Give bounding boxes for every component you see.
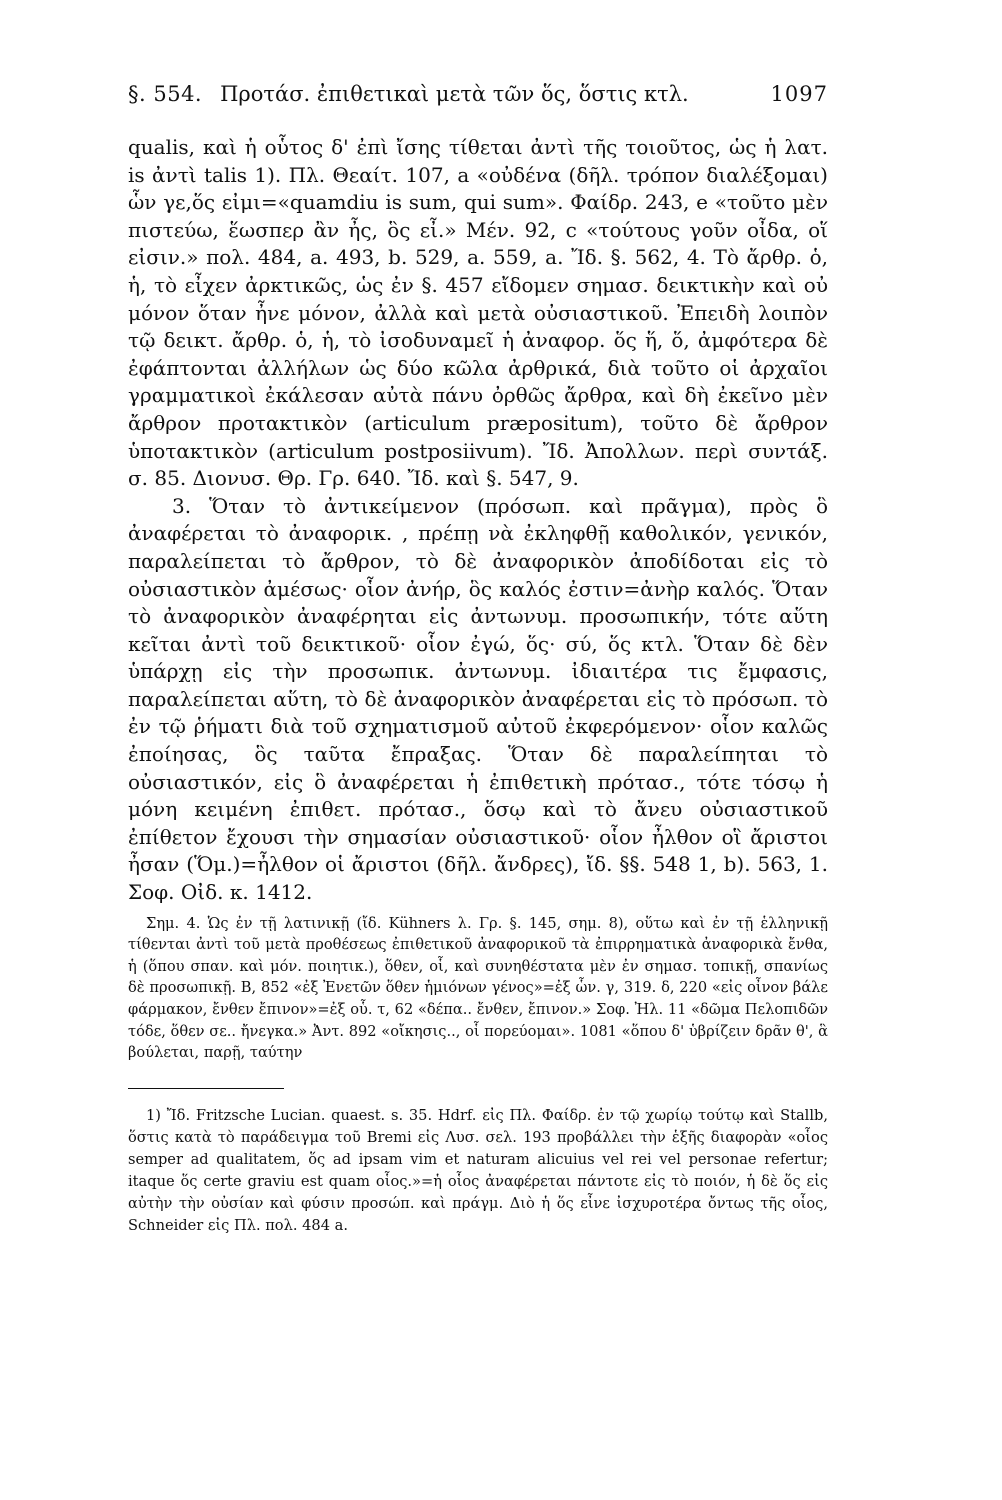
section-number: §. 554.: [128, 82, 203, 106]
paragraph-2: 3. Ὅταν τὸ ἀντικείμενον (πρόσωπ. καὶ πρᾶγμα), πρὸς ὃ ἀναφέρεται τὸ ἀναφορικ. , πρέπῃ νὰ ἐκληφθῇ καθολικόν, γενικόν, παραλείπεται τὸ ἄρθρον, τὸ δὲ ἀναφορικὸν ἀποδίδοται εἰς τὸ οὐσιαστικὸν ἀμέσως· οἷον ἀνήρ, ὃς καλός ἐστιν=ἀνὴρ καλός. Ὅταν τὸ ἀναφορικὸν ἀναφέρηται εἰς ἀντωνυμ. προσωπικήν, τότε αὕτη κεῖται ἀντὶ τοῦ δεικτικοῦ· οἷον ἐγώ, ὅς· σύ, ὅς κτλ. Ὅταν δὲ δὲν ὑπάρχῃ εἰς τὴν προσωπικ. ἀντωνυμ. ἰδιαιτέρα τις ἔμφασις, παραλείπεται αὕτη, τὸ δὲ ἀναφορικὸν ἀναφέρεται εἰς τὸ πρόσωπ. τὸ ἐν τῷ ῥήματι διὰ τοῦ σχηματισμοῦ αὐτοῦ ἐκφερόμενον· οἷον καλῶς ἐποίησας, ὃς ταῦτα ἔπραξας. Ὅταν δὲ παραλείπηται τὸ οὐσιαστικόν, εἰς ὃ ἀναφέρεται ἡ ἐπιθετικὴ πρότασ., τότε τόσῳ ἡ μόνη κειμένη ἐπιθετ. πρότασ., ὅσῳ καὶ τὸ ἄνευ οὐσιαστικοῦ ἐπίθετον ἔχουσι τὴν σημασίαν οὐσιαστικοῦ· οἷον ἦλθον οἳ ἄριστοι ἦσαν (Ὅμ.)=ἦλθον οἱ ἄριστοι (δῆλ. ἄνδρες), ἴδ. §§. 548 1, b). 563, 1. Σοφ. Οἰδ. κ. 1412.: [128, 493, 828, 905]
footnote-text: 1) Ἴδ. Fritzsche Lucian. quaest. s. 35. Hdrf. εἰς Πλ. Φαίδρ. ἐν τῷ χωρίῳ τούτῳ καὶ Stallb, ὅστις κατὰ τὸ παράδειγμα τοῦ Bremi εἰς Λυσ. σελ. 193 προβάλλει τὴν ἑξῆς διαφορὰν «οἷος semper ad qualitatem, ὅς ad ipsam vim et naturam alicuius vel rei vel personae refertur; itaque ὅς certe graviu est quam οἷος.»=ἡ οἷος ἀναφέρεται πάντοτε εἰς τὸ ποιόν, ἡ δὲ ὅς εἰς αὐτὴν τὴν οὐσίαν καὶ φύσιν προσώπ. καὶ πράγμ. Διὸ ἡ ὅς εἶνε ἰσχυροτέρα ὄντως τῆς οἷος, Schneider εἰς Πλ. πολ. 484 a.: [128, 1106, 828, 1234]
remark-note: [128, 913, 828, 1064]
remark-text: Σημ. 4. Ὡς ἐν τῇ λατινικῇ (ἴδ. Kühners λ. Γρ. §. 145, σημ. 8), οὕτω καὶ ἐν τῇ ἑλληνικῇ τίθενται ἀντὶ τοῦ μετὰ προθέσεως ἐπιθετικοῦ ἀναφορικοῦ τὰ ἐπιρρηματικὰ ἀναφορικὰ ἔνθα, ἡ (ὅπου σπαν. καὶ μόν. ποιητικ.), ὅθεν, οἷ, καὶ συνηθέστατα μὲν ἐν σημασ. τοπικῇ, σπανίως δὲ προσωπικῇ. Β, 852 «ἐξ Ἐνετῶν ὅθεν ἡμιόνων γένος»=ἐξ ὧν. γ, 319. δ, 220 «εἰς οἶνον βάλε φάρμακον, ἔνθεν ἔπινον»=ἐξ οὗ. τ, 62 «δέπα.. ἔνθεν, ἔπινον.» Σοφ. Ἠλ. 11 «δῶμα Πελοπιδῶν τόδε, ὅθεν σε.. ἤνεγκα.» Ἀντ. 892 «οἴκησις.., οἷ πορεύομαι». 1081 «ὅπου δ' ὑβρίζειν δρᾶν θ', ἃ βούλεται, παρῇ, ταύτην: [128, 914, 828, 1062]
book-page: [128, 82, 828, 1237]
running-title: Προτάσ. ἐπιθετικαὶ μετὰ τῶν ὅς, ὅστις κτλ.: [220, 82, 689, 106]
running-header: [128, 82, 828, 116]
footnote: [128, 1105, 828, 1237]
paragraph-1: qualis, καὶ ἡ οὗτος δ' ἐπὶ ἴσης τίθεται ἀντὶ τῆς τοιοῦτος, ὡς ἡ λατ. is ἀντὶ talis 1). Πλ. Θεαίτ. 107, a «οὐδένα (δῆλ. τρόπον διαλέξομαι) ὧν γε,ὅς εἰμι=«quamdiu is sum, qui sum». Φαίδρ. 243, e «τοῦτο μὲν πιστεύω, ἕωσπερ ἂν ἦς, ὃς εἶ.» Μέν. 92, c «τούτους γοῦν οἶδα, οἵ εἰσιν.» πολ. 484, a. 493, b. 529, a. 559, a. Ἴδ. §. 562, 4. Τὸ ἄρθρ. ὁ, ἡ, τὸ εἶχεν ἀρκτικῶς, ὡς ἐν §. 457 εἴδομεν σημασ. δεικτικὴν καὶ οὐ μόνον ὅταν ἦνε μόνον, ἀλλὰ καὶ μετὰ οὐσιαστικοῦ. Ἐπειδὴ λοιπὸν τῷ δεικτ. ἄρθρ. ὁ, ἡ, τὸ ἰσοδυναμεῖ ἡ ἀναφορ. ὅς ἥ, ὅ, ἀμφότερα δὲ ἐφάπτονται ἀλλήλων ὡς δύο κῶλα ἀρθρικά, διὰ τοῦτο οἱ ἀρχαῖοι γραμματικοὶ ἐκάλεσαν αὐτὰ πάνυ ὀρθῶς ἄρθρα, καὶ δὴ ἐκεῖνο μὲν ἄρθρον προτακτικὸν (articulum præpositum), τοῦτο δὲ ἄρθρον ὑποτακτικὸν (articulum postposiivum). Ἴδ. Ἀπολλων. περὶ συντάξ. σ. 85. Διονυσ. Θρ. Γρ. 640. Ἴδ. καὶ §. 547, 9.: [128, 135, 828, 491]
page-number: 1097: [770, 82, 828, 106]
footnote-divider: [128, 1088, 284, 1089]
main-text: [128, 134, 828, 907]
